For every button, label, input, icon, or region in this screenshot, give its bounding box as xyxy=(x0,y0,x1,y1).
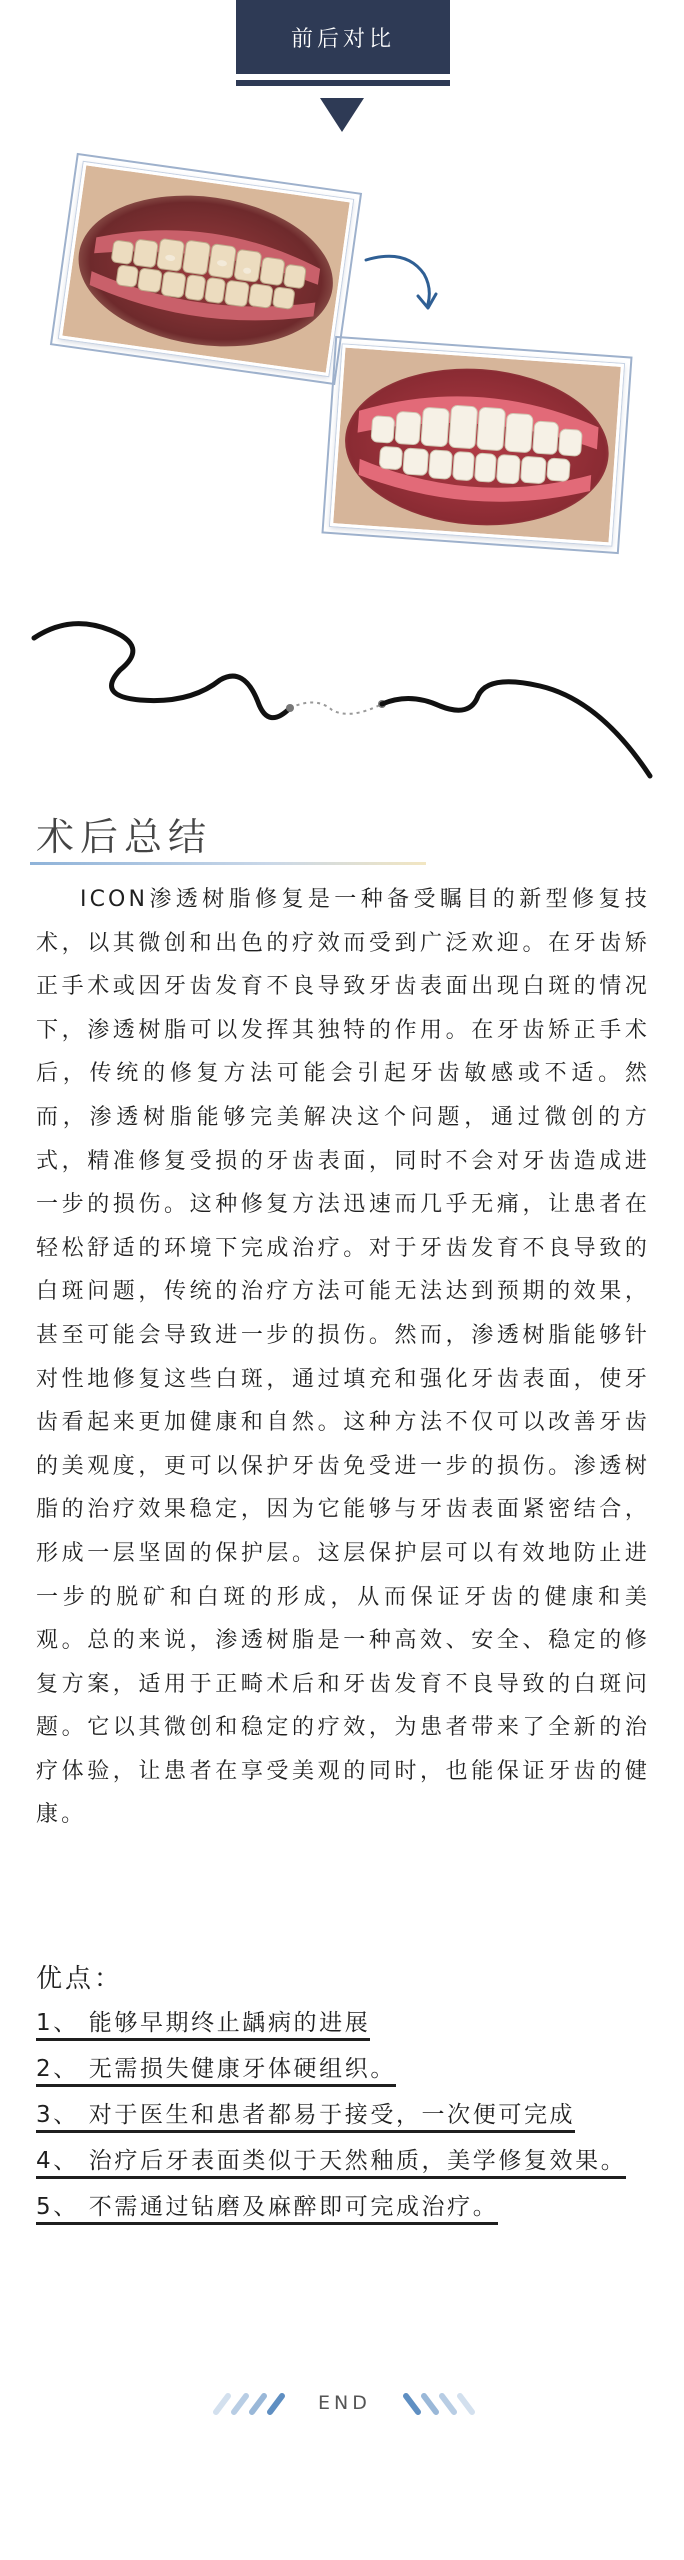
down-triangle-icon xyxy=(320,98,364,132)
section-title: 术后总结 xyxy=(36,815,213,859)
teeth-photo-before-icon xyxy=(62,165,349,372)
advantage-item: 3、 对于医生和患者都易于接受，一次便可完成 xyxy=(36,2092,656,2138)
advantage-item: 1、 能够早期终止龋病的进展 xyxy=(36,2000,656,2046)
section-tag-box xyxy=(236,0,450,74)
advantage-item: 2、 无需损失健康牙体硬组织。 xyxy=(36,2046,656,2092)
advantages-list xyxy=(36,2000,656,2230)
section-tag-label: 前后对比 xyxy=(290,26,395,52)
teeth-photo-after-icon xyxy=(333,348,621,543)
summary-paragraph: ICON渗透树脂修复是一种备受瞩目的新型修复技术，以其微创和出色的疗效而受到广泛欢迎。在牙齿矫正手术或因牙齿发育不良导致牙齿表面出现白斑的情况下，渗透树脂可以发挥其独特的作用。在牙齿矫正手术后，传统的修复方法可能会引起牙齿敏感或不适。然而，渗透树脂能够完美解决这个问题，通过微创的方式，精准修复受损的牙齿表面，同时不会对牙齿造成进一步的损伤。这种修复方法迅速而几乎无痛，让患者在轻松舒适的环境下完成治疗。对于牙齿发育不良导致的白斑问题，传统的治疗方法可能无法达到预期的效果，甚至可能会导致进一步的损伤。然而，渗透树脂能够针对性地修复这些白斑，通过填充和强化牙齿表面，使牙齿看起来更加健康和自然。这种方法不仅可以改善牙齿的美观度，更可以保护牙齿免受进一步的损伤。渗透树脂的治疗效果稳定，因为它能够与牙齿表面紧密结合，形成一层坚固的保护层。这层保护层可以有效地防止进一步的脱矿和白斑的形成，从而保证牙齿的健康和美观。总的来说，渗透树脂是一种高效、安全、稳定的修复方案，适用于正畸术后和牙齿发育不良导致的白斑问题。它以其微创和稳定的疗效，为患者带来了全新的治疗体验，让患者在享受美观的同时，也能保证牙齿的健康。 xyxy=(36,887,650,1828)
advantage-item: 4、 治疗后牙表面类似于天然釉质，美学修复效果。 xyxy=(36,2138,656,2184)
slash-left-decoration-icon xyxy=(212,2392,290,2416)
advantages-heading: 优点： xyxy=(36,1964,124,1994)
end-footer xyxy=(0,2386,684,2426)
after-photo xyxy=(330,344,624,545)
section-title-underline xyxy=(30,862,426,865)
squiggle-divider-icon xyxy=(0,600,684,800)
section-tag-rule xyxy=(236,80,450,86)
curved-arrow-icon xyxy=(360,246,450,316)
advantage-item: 5、 不需通过钻磨及麻醉即可完成治疗。 xyxy=(36,2184,656,2230)
before-photo xyxy=(59,162,353,376)
section-tag xyxy=(236,0,450,86)
end-label: END xyxy=(318,2392,371,2414)
slash-right-decoration-icon xyxy=(398,2392,476,2416)
